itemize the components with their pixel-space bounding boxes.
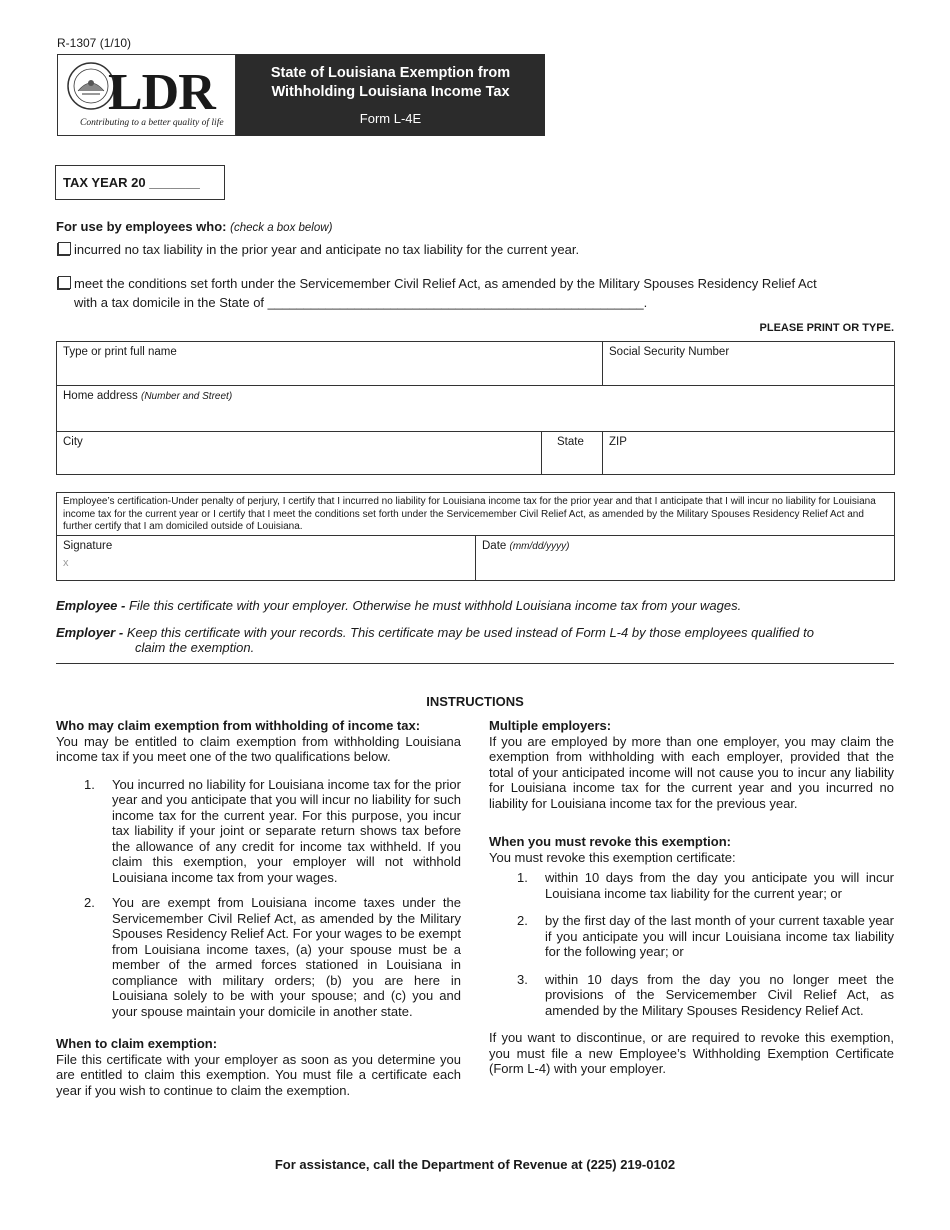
list-item	[56, 895, 461, 1019]
list-item-number: 2.	[84, 895, 95, 910]
list-item-text: by the first day of the last month of your current taxable year if you anticipate you will incur Louisiana income tax liability for the following year; or	[545, 913, 894, 959]
servicemember-checkbox[interactable]	[58, 276, 71, 289]
revoke-heading: When you must revoke this exemption:	[489, 834, 731, 849]
signature-label: Signature	[63, 540, 113, 552]
form-number: R-1307 (1/10)	[57, 36, 132, 50]
date-hint: (mm/dd/yyyy)	[509, 541, 570, 552]
multiple-employers-text: If you are employed by more than one employer, you may claim the exemption from withholding with each employer, provided that the total of your anticipated income will not cause you to incur any liability for Louisiana income tax for the current year and you incurred no liability for Louisiana income tax for the previous year.	[489, 733, 894, 811]
list-item-number: 1.	[517, 870, 528, 885]
date-field[interactable]	[475, 535, 895, 581]
employer-note-label: Employer -	[56, 625, 124, 640]
for-use-hint: (check a box below)	[230, 222, 333, 234]
for-use-label: For use by employees who:	[56, 219, 227, 234]
signature-mark: x	[63, 557, 69, 569]
signature-field[interactable]	[56, 535, 476, 581]
full-name-label: Type or print full name	[63, 346, 177, 358]
employee-note	[56, 598, 896, 613]
employee-note-text: File this certificate with your employer. Otherwise he must withhold Louisiana income tax from your wages.	[128, 598, 742, 613]
employer-note-line-2: claim the exemption.	[135, 640, 255, 655]
instructions-right-column	[489, 718, 894, 1077]
revoke-closing: If you want to discontinue, or are required to revoke this exemption, you must file a new Employee’s Withholding Exemption Certificate (Form L-4) with your employer.	[489, 1030, 894, 1076]
list-item-number: 2.	[517, 913, 528, 928]
who-may-claim-intro: You may be entitled to claim exemption from withholding Louisiana income tax if you meet one of the two qualifications below.	[56, 733, 461, 764]
ldr-wordmark: LDR	[108, 64, 215, 121]
list-item-text: You are exempt from Louisiana income taxes under the Servicemember Civil Relief Act, as amended by the Military Spouses Residency Relief Act. For your wages to be exempt from Louisiana income taxes, (a) your spouse must be a member of the armed forces stationed in Louisiana in compliance with military orders; (b) you are here in Louisiana solely to be with your spouse; and (c) you and your spouse maintain your domicile in another state.	[112, 895, 462, 1019]
assistance-footer: For assistance, call the Department of Revenue at (225) 219-0102	[274, 1157, 676, 1172]
list-item	[489, 972, 894, 1019]
print-note: PLEASE PRINT OR TYPE.	[759, 322, 894, 334]
list-item	[489, 913, 894, 960]
list-item-text: within 10 days from the day you no longer meet the provisions of the Servicemember Civil Relief Act, as amended by the Military Spouses Residency Relief Act.	[545, 971, 894, 1018]
when-to-claim-heading: When to claim exemption:	[56, 1036, 218, 1051]
home-address-label: Home address	[63, 390, 138, 402]
for-use-heading	[56, 219, 332, 234]
employee-note-label: Employee -	[56, 598, 126, 613]
logo-tagline: Contributing to a better quality of life	[80, 118, 224, 128]
form-title-line-1: State of Louisiana Exemption from	[270, 65, 511, 81]
instructions-heading: INSTRUCTIONS	[426, 694, 524, 709]
list-item-number: 3.	[517, 971, 528, 987]
full-name-field[interactable]	[56, 341, 603, 386]
employee-certification: Employee’s certification-Under penalty of perjury, I certify that I incurred no liability for Louisiana income tax for the prior year and that I anticipate that I will incur no liability for Louisiana income tax for the current year or I certify that I meet the conditions set forth under the Servicemember Civil Relief Act, as amended by the Military Spouses Residency Relief Act and further certify that I am domiciled outside of Louisiana.	[56, 492, 895, 536]
home-address-field[interactable]	[56, 385, 895, 432]
divider	[56, 663, 894, 664]
list-item	[489, 870, 894, 901]
city-label: City	[63, 436, 83, 448]
instructions-left-column	[56, 718, 461, 1098]
ldr-logo	[57, 54, 236, 136]
employer-note-line-1: Keep this certificate with your records. This certificate may be used instead of Form L-4 by those employees qualified to	[126, 625, 814, 640]
zip-label: ZIP	[609, 436, 627, 448]
ssn-label: Social Security Number	[609, 346, 730, 358]
ssn-field[interactable]	[602, 341, 895, 386]
servicemember-option-line-1: meet the conditions set forth under the Servicemember Civil Relief Act, as amended by the Military Spouses Residency Relief Act	[74, 276, 817, 291]
list-item-text: You incurred no liability for Louisiana income tax for the prior year and you anticipate that you will incur no liability for such income tax for the current year. For this purpose, you incur tax liability if your joint or separate return shows tax before the allowance of any credit for income tax withheld. If you claim this exemption, your employer will not withhold Louisiana income tax from your wages.	[112, 776, 461, 885]
multiple-employers-heading: Multiple employers:	[489, 718, 612, 733]
state-field[interactable]	[541, 431, 603, 475]
no-liability-option: incurred no tax liability in the prior year and anticipate no tax liability for the current year.	[74, 242, 580, 257]
tax-year-field[interactable]: TAX YEAR 20 _______	[55, 165, 225, 200]
when-to-claim-text: File this certificate with your employer as soon as you determine you are entitled to claim this exemption. You must file a certificate each year if you wish to continue to claim the exemption.	[56, 1051, 461, 1098]
servicemember-option	[74, 274, 904, 312]
home-address-hint: (Number and Street)	[141, 391, 233, 402]
servicemember-option-line-2[interactable]: with a tax domicile in the State of ____________________________________________________.	[74, 295, 648, 310]
date-label: Date	[482, 540, 507, 552]
state-label: State	[557, 436, 584, 448]
employer-note	[56, 625, 896, 655]
no-liability-checkbox[interactable]	[58, 242, 71, 255]
form-name: Form L-4E	[359, 111, 422, 126]
form-title-box	[236, 54, 545, 136]
list-item-text: within 10 days from the day you anticipate you will incur Louisiana income tax liability for the current year; or	[545, 870, 894, 901]
list-item	[56, 777, 461, 886]
city-field[interactable]	[56, 431, 542, 475]
zip-field[interactable]	[602, 431, 895, 475]
list-item-number: 1.	[84, 776, 95, 792]
revoke-intro: You must revoke this exemption certificate:	[489, 849, 736, 865]
form-title-line-2: Withholding Louisiana Income Tax	[271, 84, 510, 100]
who-may-claim-heading: Who may claim exemption from withholding of income tax:	[56, 718, 421, 733]
